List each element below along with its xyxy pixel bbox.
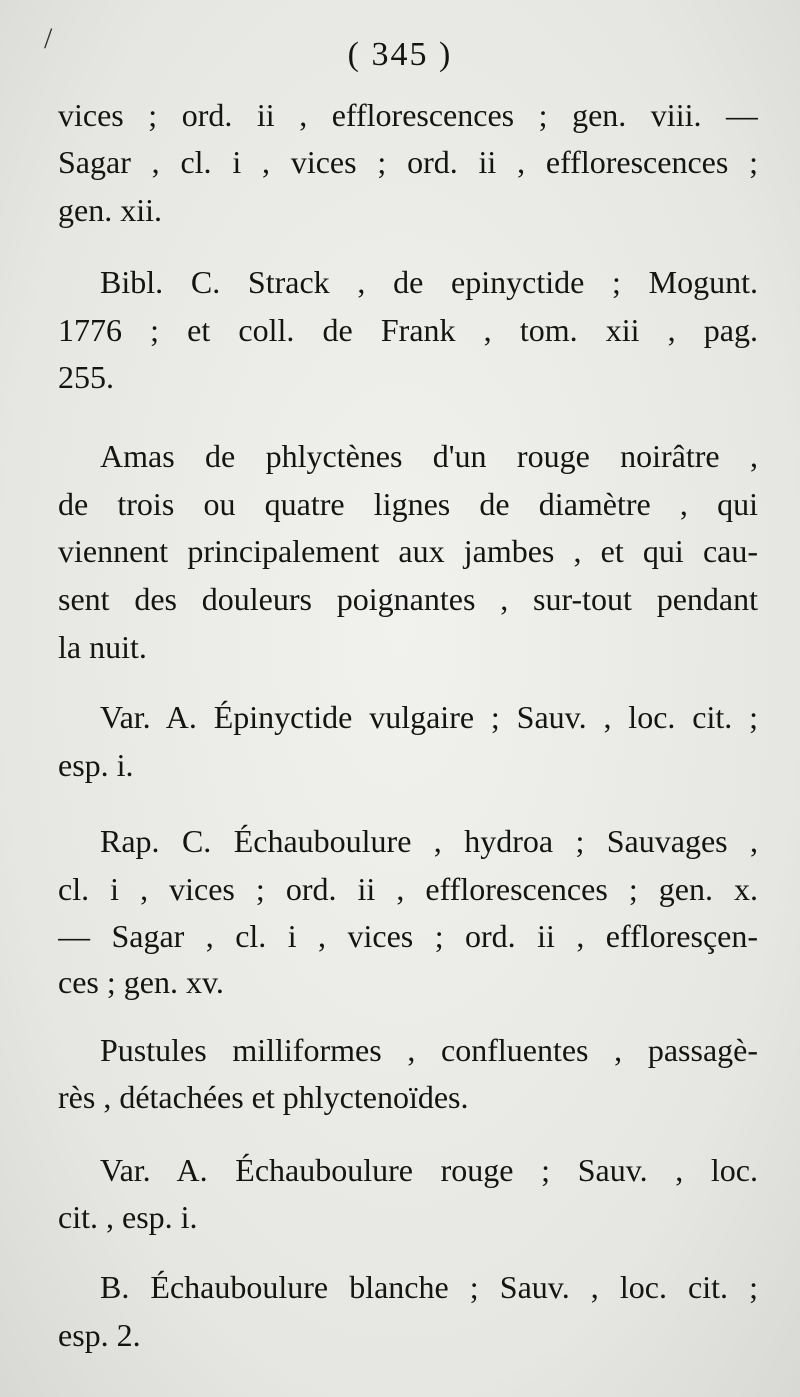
text-line: sent des douleurs poignantes , sur-tout pendant [58, 581, 758, 617]
text-line: 1776 ; et coll. de Frank , tom. xii , pag. [58, 312, 758, 348]
text-line: rès , détachées et phlyctenoïdes. [58, 1079, 469, 1115]
text-line: cit. , esp. i. [58, 1199, 198, 1235]
text-line: vices ; ord. ii , efflorescences ; gen. viii. — [58, 97, 758, 133]
text-line: ces ; gen. xv. [58, 964, 224, 1000]
text-line: de trois ou quatre lignes de diamètre , qui [58, 486, 758, 522]
text-line: la nuit. [58, 629, 147, 665]
text-line: Pustules milliformes , confluentes , passagè- [100, 1032, 758, 1068]
text-line: esp. 2. [58, 1317, 141, 1353]
text-line: B. Échauboulure blanche ; Sauv. , loc. cit. ; [100, 1269, 758, 1305]
margin-mark: / [44, 22, 53, 55]
text-line: 255. [58, 359, 114, 395]
text-line: — Sagar , cl. i , vices ; ord. ii , effloresçen- [58, 918, 758, 954]
text-line: Var. A. Épinyctide vulgaire ; Sauv. , loc. cit. ; [100, 699, 758, 735]
text-line: Amas de phlyctènes d'un rouge noirâtre , [100, 438, 758, 474]
text-line: viennent principalement aux jambes , et qui cau- [58, 533, 758, 569]
text-line: Sagar , cl. i , vices ; ord. ii , efflorescences ; [58, 144, 758, 180]
text-line: gen. xii. [58, 192, 162, 228]
text-line: Rap. C. Échauboulure , hydroa ; Sauvages , [100, 823, 758, 859]
text-line: Bibl. C. Strack , de epinyctide ; Mogunt. [100, 264, 758, 300]
text-line: Var. A. Échauboulure rouge ; Sauv. , loc. [100, 1152, 758, 1188]
text-line: cl. i , vices ; ord. ii , efflorescences ; gen. x. [58, 871, 758, 907]
text-line: esp. i. [58, 747, 134, 783]
page-number: ( 345 ) [347, 36, 453, 73]
